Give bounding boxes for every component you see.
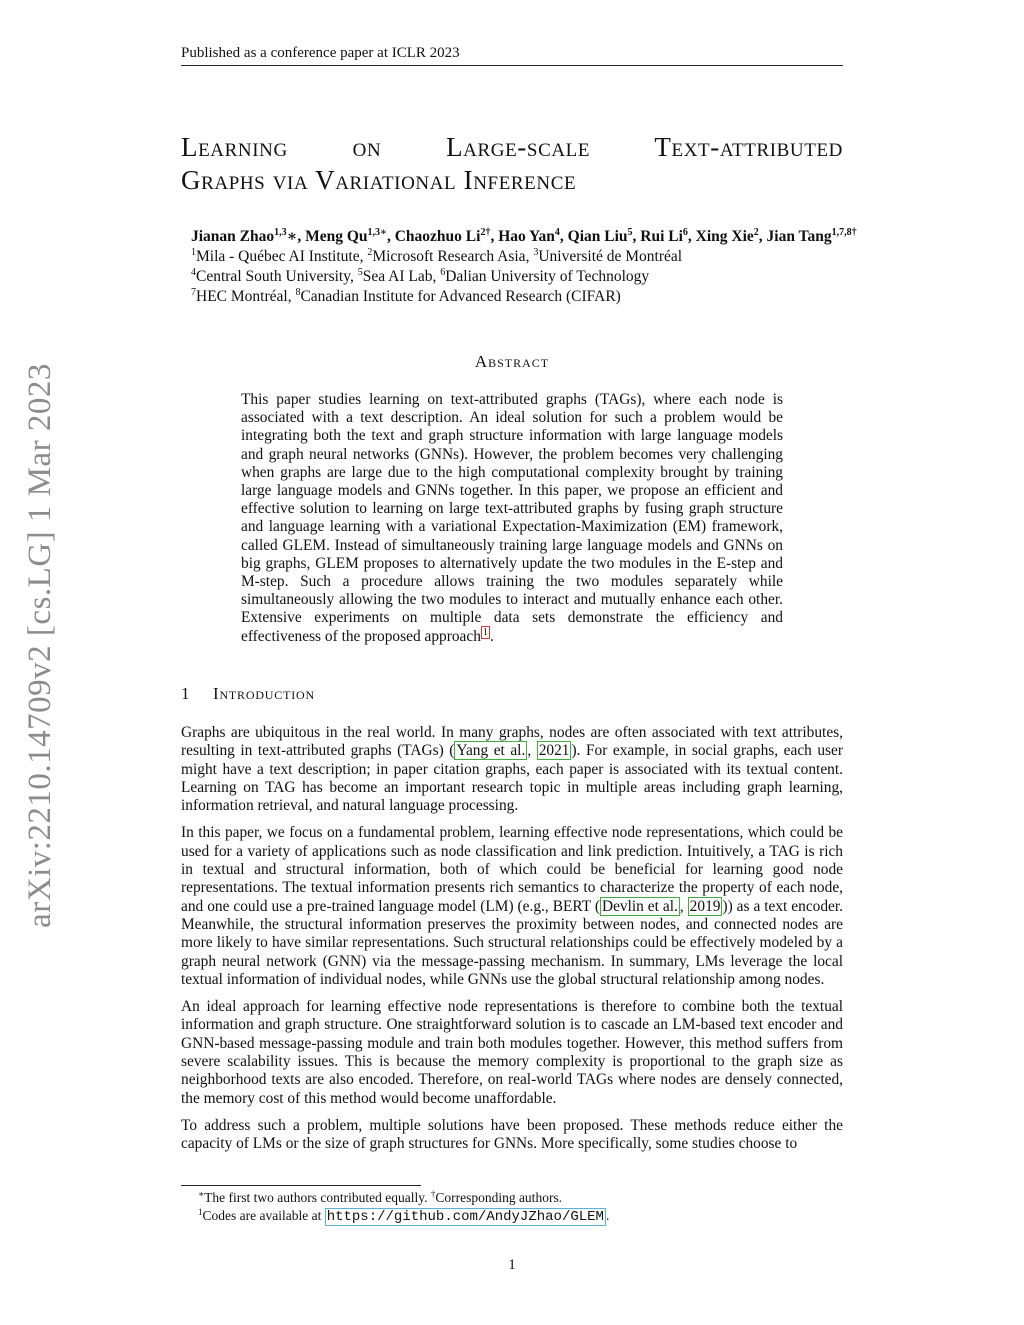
citation-separator: , [679, 897, 688, 915]
section-number: 1 [181, 684, 191, 703]
author-name: Rui Li [640, 228, 683, 245]
affiliation: Canadian Institute for Advanced Research (CIFAR) [300, 288, 621, 305]
author-affiliation-mark: 1,3∗ [367, 227, 387, 238]
affiliation-line [191, 267, 951, 287]
page-number: 1 [508, 1257, 516, 1273]
title-line-1: Learning on Large-scale Text-attributed [181, 132, 843, 162]
paragraph [181, 724, 843, 815]
author-name: Jianan Zhao [191, 228, 275, 245]
author-affiliation-mark: 4 [554, 227, 560, 238]
affiliation-mark: 5 [357, 267, 363, 278]
arxiv-identifier [18, 360, 62, 930]
paragraph: An ideal approach for learning effective node representations is therefore to combine both the textual information and graph structure. One straightforward solution is to cascade an LM-based text encoder and GNN-based message-passing module and train both modules together. However, this method suffers from severe scalability issues. This is because the memory complexity is proportional to the graph size as neighborhood texts are also encoded. Therefore, on real-world TAGs where nodes are densely connected, the memory cost of this method would become unaffordable. [181, 998, 843, 1107]
author-name: Meng Qu [305, 228, 368, 245]
author-name: Jian Tang [766, 228, 832, 245]
author-equal-mark: ∗ [286, 228, 298, 245]
footnote [198, 1189, 848, 1207]
affiliation-mark: 4 [191, 267, 196, 278]
abstract-heading: Abstract [474, 352, 550, 371]
citation-separator: , [527, 742, 537, 760]
affiliation: Dalian University of Technology [445, 268, 650, 285]
paper-title [181, 131, 843, 197]
affiliation-mark: 3 [533, 247, 539, 258]
paragraph-text: In this paper, we focus on a fundamental problem, learning effective node representations, which could be used for a variety of applications such as node classification and link prediction. Intuitively, a TAG is rich in textual and structural information, both of which could be beneficial for learning good node representations. The textual information presents rich semantics to characterize the property of each node, and one could use a pre-trained language model (LM) (e.g., BERT ( [181, 824, 843, 915]
footnotes [198, 1189, 848, 1226]
affiliation: Université de Montréal [538, 248, 683, 265]
paragraph [181, 824, 843, 989]
citation-link[interactable]: Devlin et al. [601, 897, 678, 915]
footnote-link[interactable]: 1 [482, 626, 488, 638]
affiliation: Mila - Québec AI Institute, [196, 248, 368, 265]
affiliation-mark: 6 [440, 267, 446, 278]
footnote-mark: ∗ [198, 1189, 205, 1199]
paragraph-text: )) as a text encoder. Meanwhile, the structural information preserves the proximity between nodes, and connected nodes are more likely to have similar representations. Such structural relationships could be effectively modeled by a graph neural network (GNN) via the message-passing mechanism. In summary, LMs leverage the local textual information of individual nodes, while GNNs use the global structural relationship among nodes. [181, 897, 844, 988]
citation-link[interactable]: Yang et al. [456, 742, 526, 760]
author-affiliation-mark: 1,7,8† [831, 227, 857, 238]
footnote-text: Codes are available at [202, 1208, 325, 1223]
abstract-text [241, 391, 783, 646]
affiliation-mark: 1 [191, 247, 196, 258]
arxiv-identifier-text: arXiv:2210.14709v2 [cs.LG] 1 Mar 2023 [21, 362, 58, 928]
abstract-paragraph: This paper studies learning on text-attributed graphs (TAGs), where each node is associated with a text description. An ideal solution for such a problem would be integrating both the text and graph structure information with large language models and graph neural networks (GNNs). However, the problem becomes very challenging when graphs are large due to the high computational complexity brought by training large language models and GNNs together. In this paper, we propose an efficient and effective solution to learning on large text-attributed graphs by fusing graph structure and language learning with a variational Expectation-Maximization (EM) framework, called GLEM. Instead of simultaneously training large language models and GNNs on big graphs, GLEM proposes to alternatively update the two modules in the E-step and M-step. Such a procedure allows training the two modules separately while simultaneously allowing the two modules to interact and mutually enhance each other. Extensive experiments on multiple data sets demonstrate the efficiency and effectiveness of the proposed approach [241, 391, 783, 645]
citation-year-link[interactable]: 2021 [538, 742, 570, 760]
footnote-mark: 1 [198, 1207, 203, 1217]
author-list: Jianan Zhao$^{1,3}$∗, Meng $Qu^{1,3∗}$, Chaozhuo $Li^{2\dagger}$, Hao Yan$^4$, Qian Liu$^5$, Rui Li$^6$, Xing Xie$^2$, Jian Tang$^{1,7,8\dagger}$ [191, 227, 857, 245]
author-affiliation-mark: 2† [480, 227, 491, 238]
section-body [181, 724, 843, 1163]
footnote-mark: † [430, 1189, 436, 1199]
footnote-text: Corresponding authors. [435, 1190, 563, 1205]
footnote-rule [181, 1185, 421, 1186]
section-heading [181, 684, 843, 704]
abstract-end: . [489, 627, 494, 645]
affiliation-line [191, 247, 951, 267]
author-block [191, 227, 951, 307]
affiliation-mark: 7 [191, 287, 196, 298]
affiliation-mark: 8 [295, 287, 301, 298]
author-name: Hao Yan [498, 228, 555, 245]
footnote-end: . [605, 1208, 610, 1223]
paragraph: To address such a problem, multiple solutions have been proposed. These methods reduce either the capacity of LMs or the size of graph structures for GNNs. More specifically, some studies choose to [181, 1116, 843, 1153]
code-url-link[interactable]: https://github.com/AndyJZhao/GLEM [326, 1209, 604, 1225]
author-affiliation-mark: 2 [753, 227, 759, 238]
author-name: Qian Liu [567, 228, 628, 245]
author-affiliation-mark: 5 [627, 227, 633, 238]
author-affiliation-mark: 6 [682, 227, 688, 238]
footnote-text: The first two authors contributed equally. [204, 1190, 431, 1205]
affiliation-line [191, 287, 951, 307]
affiliation: Sea AI Lab, [362, 268, 441, 285]
citation-year-link[interactable]: 2019 [689, 897, 721, 915]
affiliation-mark: 2 [367, 247, 373, 258]
footnote [198, 1207, 848, 1226]
running-head: Published as a conference paper at ICLR 2023 [181, 45, 460, 61]
author-name: Xing Xie [695, 228, 754, 245]
title-line-2: Graphs via Variational Inference [181, 165, 577, 195]
section-title: Introduction [213, 684, 315, 703]
paragraph-text: Graphs are ubiquitous in the real world. In many graphs, nodes are often associated with text attributes, resulting in text-attributed graphs (TAGs) ( [181, 724, 843, 760]
header-rule [181, 65, 843, 66]
paragraph-text: ). For example, in social graphs, each user might have a text description; in paper citation graphs, each paper is associated with its textual content. Learning on TAG has become an important research topic in multiple areas including graph learning, information retrieval, and natural language processing. [181, 742, 844, 815]
affiliation: Central South University, [196, 268, 358, 285]
author-name: Chaozhuo Li [394, 228, 481, 245]
author-affiliation-mark: 1,3 [274, 227, 287, 238]
affiliation: Microsoft Research Asia, [372, 248, 534, 265]
affiliation: HEC Montréal, [196, 288, 296, 305]
